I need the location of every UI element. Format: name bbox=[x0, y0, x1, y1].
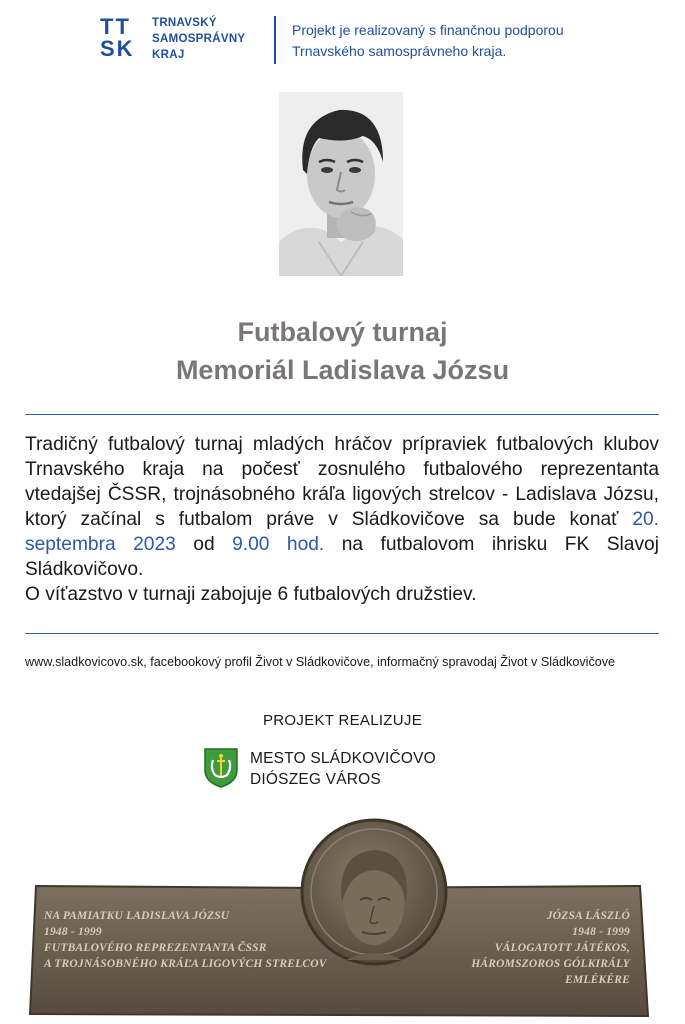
funding-note bbox=[292, 20, 622, 62]
description-text: Tradičný futbalový turnaj mladých hráčov prípraviek futbalových klubov Trnavského kraja na počesť zosnulého futbalového reprezentanta vtedajšej ČSSR, trojnásobného kráľa ligových strelcov - Ladislava Józsu, ktorý začínal s futbalom práve v Sládkovičove sa bude konať bbox=[25, 434, 659, 530]
memorial-plaque bbox=[0, 810, 685, 1024]
header-divider bbox=[274, 16, 276, 64]
city-crest-icon bbox=[204, 748, 238, 788]
region-name-line: TRNAVSKÝ bbox=[152, 17, 217, 29]
ttsk-logo bbox=[100, 16, 142, 62]
funding-line: Trnavského samosprávneho kraja. bbox=[292, 43, 507, 59]
logo-line-1: TT bbox=[100, 14, 131, 39]
logo-line-2: SK bbox=[100, 36, 135, 61]
region-name-line: SAMOSPRÁVNY bbox=[152, 33, 246, 45]
portrait-photo bbox=[279, 92, 403, 276]
event-title bbox=[0, 313, 685, 389]
plaque-left-line: A TROJNÁSOBNÉHO KRÁĽA LIGOVÝCH STRELCOV bbox=[44, 958, 327, 970]
header bbox=[100, 14, 620, 66]
organizer bbox=[204, 748, 484, 790]
title-line-2: Memoriál Ladislava Józsu bbox=[175, 355, 510, 385]
divider-top bbox=[25, 414, 659, 415]
funding-line: Projekt je realizovaný s finančnou podporou bbox=[292, 22, 564, 38]
plaque-right-line: HÁROMSZOROS GÓLKIRÁLY EMLÉKÉRE bbox=[471, 958, 630, 986]
description-text: na futbalovom ihrisku FK Slavoj Sládkovičovo. bbox=[25, 534, 659, 580]
plaque-text-left bbox=[44, 908, 364, 972]
plaque-right-line: 1948 - 1999 bbox=[572, 926, 630, 938]
plaque-left-line: 1948 - 1999 bbox=[44, 926, 102, 938]
plaque-left-line: NA PAMIATKU LADISLAVA JÓZSU bbox=[44, 910, 230, 922]
event-time: 9.00 hod. bbox=[232, 534, 325, 555]
info-links: www.sladkovicovo.sk, facebookový profil Život v Sládkovičove, informačný spravodaj Život v Sládkovičove bbox=[25, 655, 616, 669]
description-text: od bbox=[175, 534, 233, 555]
teams-note: O víťazstvo v turnaji zabojuje 6 futbalových družstiev. bbox=[25, 584, 477, 605]
divider-bottom bbox=[25, 633, 659, 634]
title-line-1: Futbalový turnaj bbox=[237, 317, 448, 347]
plaque-right-line: JÓZSA LÁSZLÓ bbox=[546, 910, 630, 922]
portrait-illustration bbox=[279, 92, 403, 276]
organizer-name bbox=[250, 748, 436, 790]
plaque-text-right bbox=[450, 908, 630, 988]
event-description bbox=[25, 432, 659, 607]
plaque-right-line: VÁLOGATOTT JÁTÉKOS, bbox=[494, 942, 630, 954]
project-realizuje-label: PROJEKT REALIZUJE bbox=[262, 712, 423, 729]
region-name-line: KRAJ bbox=[152, 49, 185, 61]
organizer-line-2: DIÓSZEG VÁROS bbox=[250, 771, 381, 788]
region-name bbox=[152, 15, 272, 63]
organizer-line-1: MESTO SLÁDKOVIČOVO bbox=[250, 750, 436, 767]
event-date: 20. septembra 2023 bbox=[25, 509, 659, 555]
plaque-left-line: FUTBALOVÉHO REPREZENTANTA ČSSR bbox=[44, 942, 267, 954]
